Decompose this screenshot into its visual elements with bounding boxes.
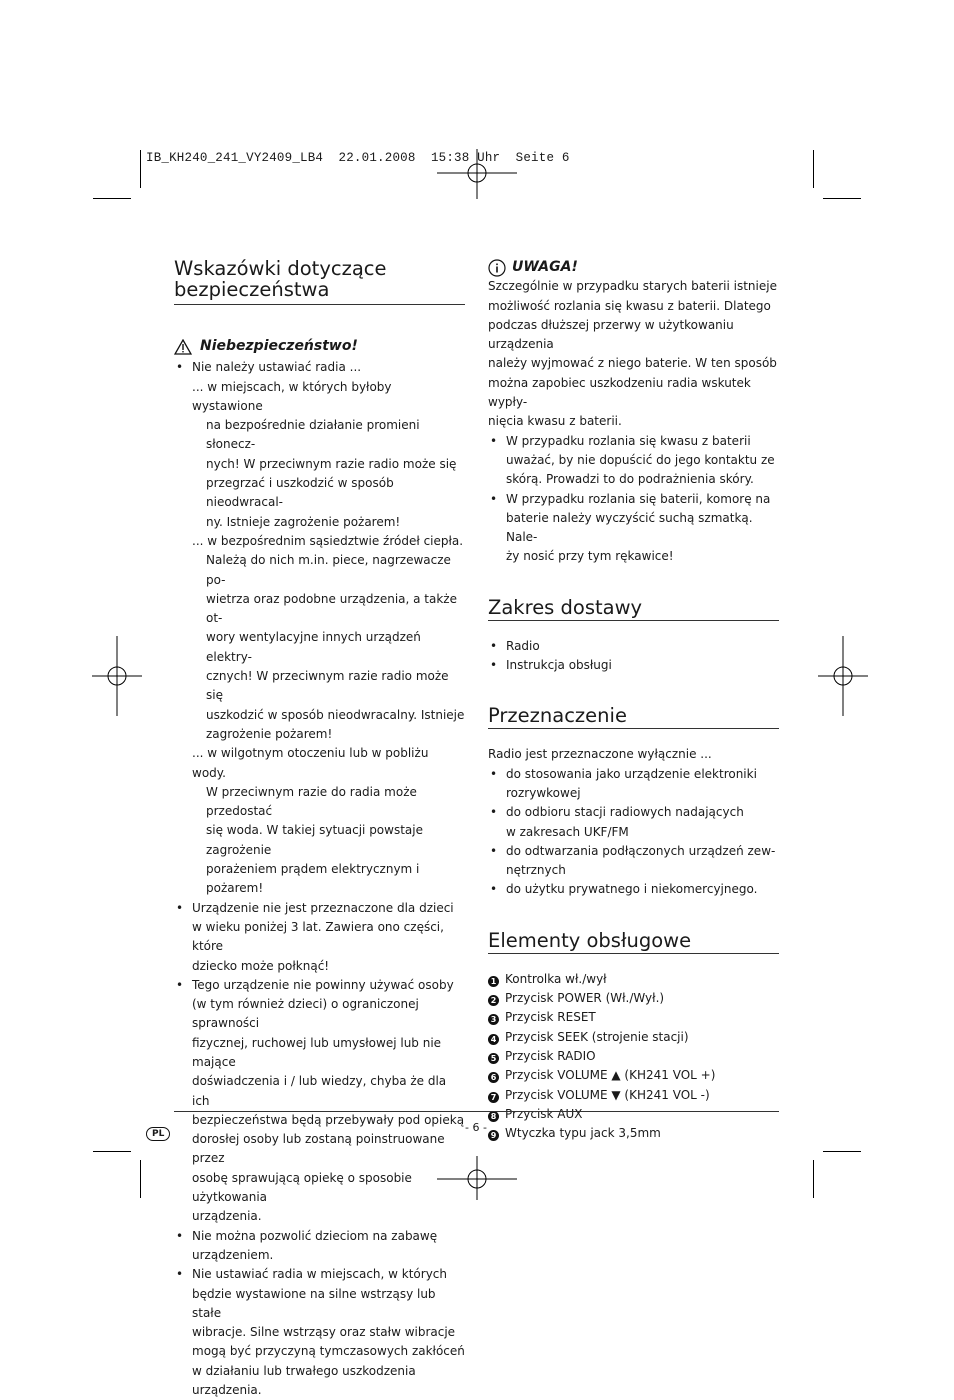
text-line: doświadczenia i / lub wiedzy, chyba że dla ich — [192, 1074, 447, 1108]
text-line: będzie wystawione na silne wstrząsy lub stałe — [192, 1286, 436, 1320]
number-badge: 9 — [488, 1130, 499, 1141]
section-title-przeznaczenie: Przeznaczenie — [488, 704, 627, 728]
text-line: w działaniu lub trwałego uszkodzenia urządzenia. — [192, 1363, 416, 1398]
info-icon — [488, 259, 506, 277]
control-element-item — [488, 1047, 779, 1066]
text-line: • W przypadku rozlania się kwasu z baterii — [506, 433, 751, 448]
control-element-label: Przycisk RESET — [505, 1010, 596, 1025]
text-line: nych! W przeciwnym razie radio może się — [206, 456, 457, 471]
footer-rule — [174, 1111, 779, 1112]
warning-triangle-icon — [174, 339, 192, 355]
text-line: mogą być przyczyną tymczasowych zakłóceń — [192, 1344, 465, 1359]
text-line: osobę sprawującą opiekę o sposobie użytkowania — [192, 1170, 412, 1205]
text-line: cznych! W przeciwnym razie radio może się — [206, 669, 449, 703]
list-item — [192, 976, 465, 1227]
text-line: uszkodzić w sposób nieodwracalny. Istnieje — [206, 707, 465, 722]
number-badge: 4 — [488, 1034, 499, 1045]
control-element-item — [488, 989, 779, 1008]
control-element-item — [488, 970, 779, 989]
text-line: skórą. Prowadzi to do podrażnienia skóry. — [506, 472, 754, 487]
text-line: • Tego urządzenie nie powinny używać osoby — [192, 977, 454, 992]
text-line: • do użytku prywatnego i niekomercyjnego. — [506, 882, 758, 897]
text-line: • W przypadku rozlania się baterii, komorę na — [506, 491, 771, 506]
number-badge: 2 — [488, 995, 499, 1006]
uwaga-label: UWAGA! — [512, 259, 578, 275]
text-line: porażeniem prądem elektrycznym i pożarem! — [206, 862, 420, 896]
text-line: ... w miejscach, w których byłoby wystawione — [192, 379, 392, 413]
page-number: - 6 - — [465, 1121, 487, 1134]
list-item — [506, 765, 779, 804]
text-line: W przeciwnym razie do radia może przedostać — [206, 784, 417, 819]
list-item — [506, 490, 779, 567]
text-line: ny. Istnieje zagrożenie pożarem! — [206, 514, 401, 529]
text-line: • Urządzenie nie jest przeznaczone dla dzieci — [192, 900, 454, 915]
right-column — [488, 258, 779, 1143]
text-line: można zapobiec uszkodzeniu radia wskutek wypły- — [488, 375, 751, 410]
left-column — [174, 258, 465, 1400]
list-item — [506, 880, 779, 899]
text-line: wory wentylacyjne innych urządzeń elektry- — [206, 630, 421, 664]
control-element-label: Przycisk AUX — [505, 1106, 583, 1121]
uwaga-text — [488, 277, 779, 431]
text-line: w wieku poniżej 3 lat. Zawiera ono części, które — [192, 919, 444, 954]
text-line: przegrzać i uszkodzić w sposób nieodwracal- — [206, 476, 394, 510]
text-line: wibracje. Silne wstrząsy oraz stałw wibracje — [192, 1325, 456, 1340]
number-badge: 1 — [488, 976, 499, 987]
section-title-elementy: Elementy obsługowe — [488, 928, 692, 952]
text-line: dorosłej osoby lub zostaną poinstruowane przez — [192, 1132, 445, 1166]
number-badge: 8 — [488, 1111, 499, 1122]
control-element-label: Wtyczka typu jack 3,5mm — [505, 1126, 661, 1141]
list-item — [192, 1227, 465, 1266]
list-item: • Radio — [506, 637, 779, 656]
registration-mark-left — [92, 636, 142, 716]
text-line: nięcia kwasu z baterii. — [488, 414, 622, 429]
number-badge: 7 — [488, 1092, 499, 1103]
text-line: baterie należy wyczyścić suchą szmatką. Nale- — [506, 510, 753, 545]
text-line: się woda. W takiej sytuacji powstaje zagrożenie — [206, 823, 423, 857]
text-line: ... w wilgotnym otoczeniu lub w pobliżu wody. — [192, 746, 429, 780]
number-badge: 6 — [488, 1072, 499, 1083]
text-line: należy wyjmować z niego baterie. W ten sposób — [488, 356, 777, 371]
list-item — [192, 899, 465, 976]
text-line: ży nosić przy tym rękawice! — [506, 549, 674, 564]
text-line: fizycznej, ruchowej lub umysłowej lub nie mające — [192, 1035, 442, 1069]
list-item: • Instrukcja obsługi — [506, 656, 779, 675]
section-title-zakres: Zakres dostawy — [488, 595, 643, 619]
control-element-item — [488, 1105, 779, 1124]
registration-mark-top — [437, 149, 517, 199]
control-element-item — [488, 1008, 779, 1027]
text-line: bezpieczeństwa będą przebywały pod opieką — [192, 1112, 465, 1127]
control-element-item — [488, 1028, 779, 1047]
control-element-item — [488, 1066, 779, 1085]
text-line: rozrywkowej — [506, 785, 581, 800]
text-line: urządzenia. — [192, 1209, 262, 1224]
text-line: wietrza oraz podobne urządzenia, a także ot- — [206, 591, 457, 626]
control-element-label: Przycisk VOLUME ▲ (KH241 VOL +) — [505, 1068, 716, 1083]
list-item — [506, 803, 779, 842]
language-badge: PL — [146, 1121, 170, 1141]
list-item — [192, 1265, 465, 1400]
text-line: uważać, by nie dopuścić do jego kontaktu ze — [506, 452, 775, 467]
text-line: dziecko może połknąć! — [192, 958, 330, 973]
control-element-label: Kontrolka wł./wył — [505, 971, 607, 986]
text-line: (w tym również dzieci) o ograniczonej sprawności — [192, 997, 419, 1031]
text-line: Szczególnie w przypadku starych baterii istnieje — [488, 279, 777, 294]
przez-intro: Radio jest przeznaczone wyłącznie ... — [488, 747, 712, 762]
text-line: możliwość rozlania się kwasu z baterii. Dlatego — [488, 298, 771, 313]
list-item: • Nie należy ustawiać radia ... ... w miejscach, w których byłoby wystawione na bezpośrednie działanie promieni słonecz- nych! W przeciwnym razie radio może się przegrzać i uszkodzić w sposób nieodwracal- ny. Istnieje zagrożenie pożarem! ... w bezpośrednim sąsiedztwie źródeł ciepła. Należą do nich m.in. piece, nagrzewacze po- wietrza oraz podobne urządzenia, a także ot- wory wentylacyjne innych urządzeń elektry- cznych! W przeciwnym razie radio może się uszkodzić w sposób nieodwracalny. Istnieje zagrożenie pożarem! ... w wilgotnym otoczeniu lub w pobliżu wody. W przeciwnym razie do radia może przedostać się woda. W takiej sytuacji powstaje zagrożenie porażeniem prądem elektrycznym i pożarem! — [192, 358, 465, 898]
control-element-label: Przycisk SEEK (strojenie stacji) — [505, 1029, 689, 1044]
control-element-label: Przycisk POWER (Wł./Wył.) — [505, 991, 665, 1006]
number-badge: 5 — [488, 1053, 499, 1064]
text-line: • Nie ustawiać radia w miejscach, w których — [192, 1267, 448, 1282]
section-title-safety: Wskazówki dotyczące bezpieczeństwa — [174, 257, 387, 301]
text-line: ... w bezpośrednim sąsiedztwie źródeł ciepła. — [192, 533, 464, 548]
text-line: nętrznych — [506, 863, 566, 878]
text-line: • do stosowania jako urządzenie elektroniki — [506, 766, 757, 781]
warning-label: Niebezpieczeństwo! — [200, 338, 358, 354]
text-line: Należą do nich m.in. piece, nagrzewacze po- — [206, 553, 451, 587]
text-line: na bezpośrednie działanie promieni słonecz- — [206, 418, 420, 452]
text-line: zagrożenie pożarem! — [206, 726, 333, 741]
control-element-item — [488, 1086, 779, 1105]
print-header: IB_KH240_241_VY2409_LB4 22.01.2008 15:38 Uhr Seite 6 — [146, 151, 570, 165]
registration-mark-right — [818, 636, 868, 716]
text-line: w zakresach UKF/FM — [506, 824, 629, 839]
text-line: • do odtwarzania podłączonych urządzeń zew- — [506, 843, 776, 858]
text-line: • do odbioru stacji radiowych nadających — [506, 805, 744, 820]
control-element-label: Przycisk VOLUME ▼ (KH241 VOL -) — [505, 1087, 710, 1102]
text-line: • Nie można pozwolić dzieciom na zabawę — [192, 1228, 438, 1243]
list-item — [506, 432, 779, 490]
control-element-item — [488, 1124, 779, 1143]
list-item — [506, 842, 779, 881]
control-element-label: Przycisk RADIO — [505, 1048, 596, 1063]
text-line: urządzeniem. — [192, 1247, 274, 1262]
number-badge: 3 — [488, 1014, 499, 1025]
text-line: podczas dłuższej przerwy w użytkowaniu urządzenia — [488, 317, 734, 352]
